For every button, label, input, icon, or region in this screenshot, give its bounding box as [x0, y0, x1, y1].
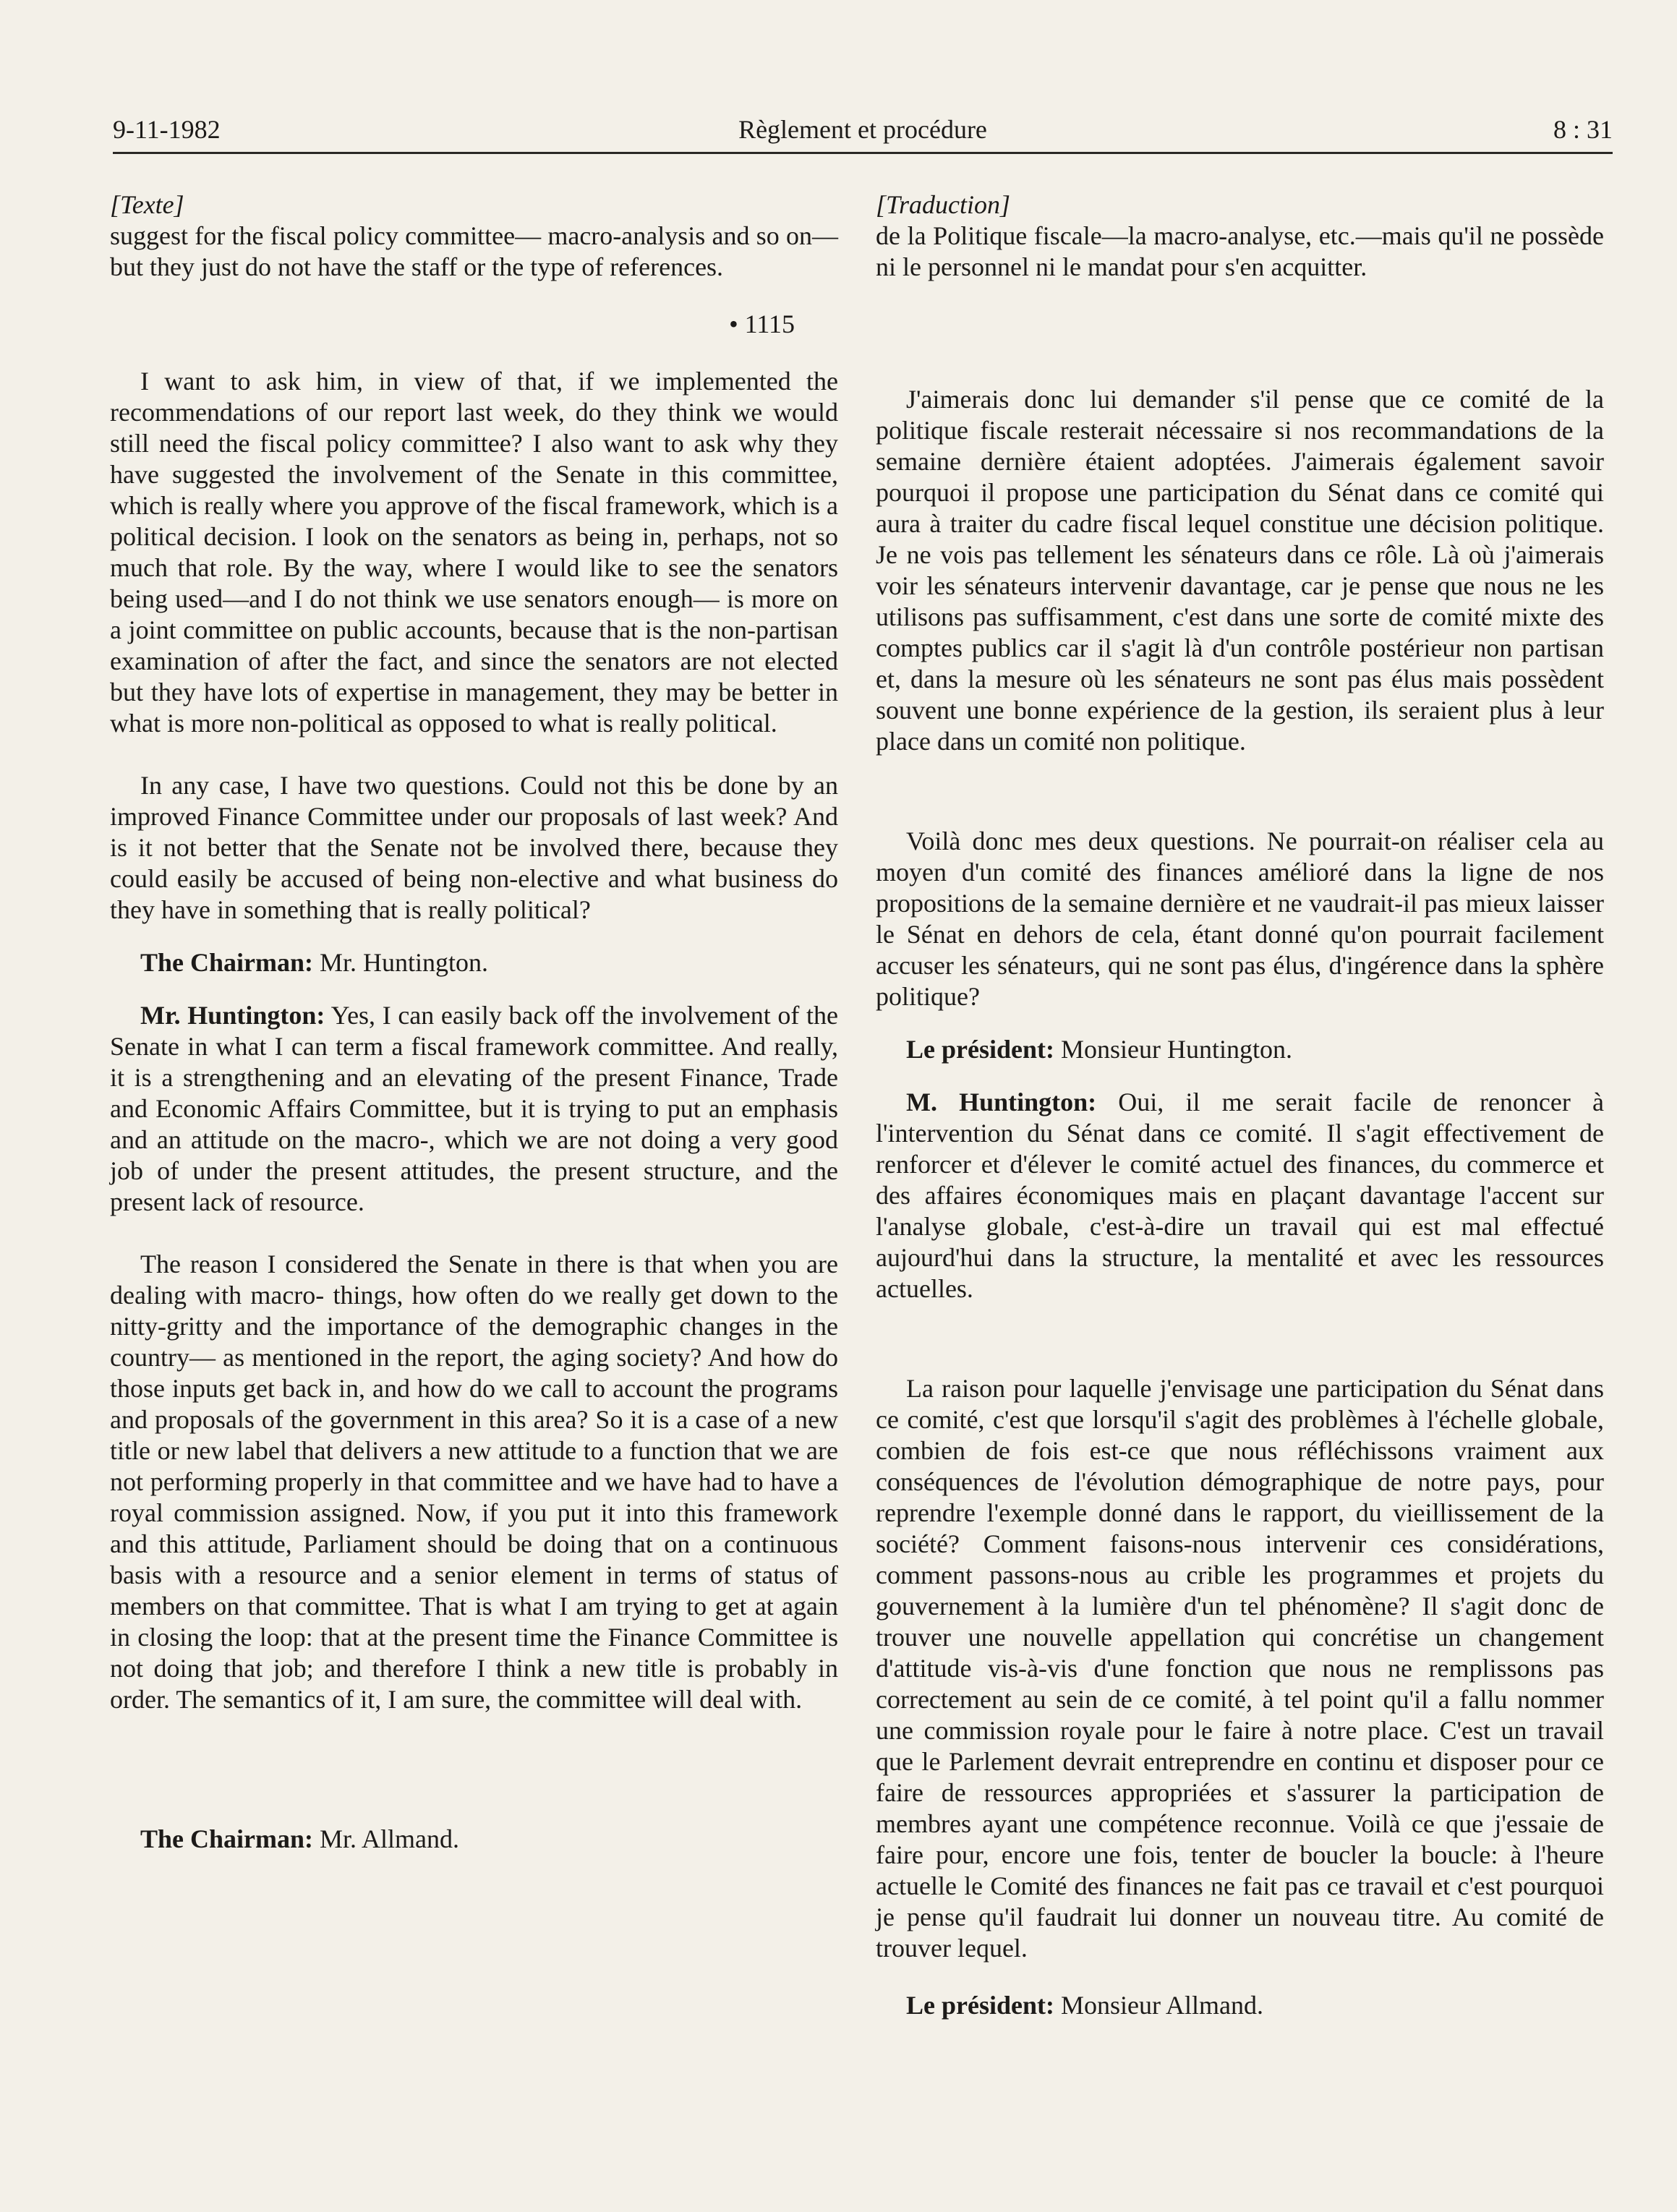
paragraph: I want to ask him, in view of that, if we implemented the recommendations of our report last week, do they think we would still need the fiscal policy committee? I also want to ask why they have suggested the involvement of the Senate in this committee, which is really where you approve of the fiscal framework, which is a political decision. I look on the senators as being in, perhaps, not so much that role. By the way, where I would like to see the senators being used—and I do not think we use senators enough— is more on a joint committee on public accounts, because that is the non-partisan examination of after the fact, and since the senators are not elected but they have lots of expertise in management, they may be better in what is more non-political as opposed to what is really political. [110, 367, 838, 738]
section-label-texte: [Texte] [110, 190, 184, 219]
speaker-line [110, 1000, 838, 1218]
header-title: Règlement et procédure [738, 115, 987, 144]
paragraph: J'aimerais donc lui demander s'il pense que ce comité de la politique fiscale resterait nécessaire si nos recommandations de la semaine dernière étaient adoptées. J'aimerais également savoir pourquoi il propose une participation du Sénat dans ce comité qui aura à traiter du cadre fiscal lequel constitue une décision politique. Je ne vois pas tellement les sénateurs dans ce rôle. Là où j'aimerais voir les sénateurs intervenir davantage, car je pense que nous ne les utilisons pas suffisamment, c'est dans une sorte de comité mixte des comptes publics car il s'agit là d'un contrôle postérieur non partisan et, dans la mesure où les sénateurs ne sont pas élus mais possèdent souvent une bonne expérience de la gestion, ils seraient plus à leur place dans un comité non politique. [876, 385, 1604, 756]
speaker-name: Le président: [906, 1991, 1054, 2020]
speaker-text: Yes, I can easily back off the involvement of the Senate in what I can term a fiscal framework committee. And really, it is a strengthening and an elevating of the present Finance, Trade and Economic Affairs Committee, but it is trying to put an emphasis and an attitude on the macro-, which we are not doing a very good job of under the present attitudes, the present structure, and the present lack of resource. [110, 1001, 838, 1216]
speaker-line [876, 1034, 1604, 1065]
speaker-text: Mr. Allmand. [313, 1824, 460, 1853]
speaker-text: Mr. Huntington. [313, 948, 489, 977]
section-label-traduction: [Traduction] [876, 190, 1011, 219]
header-page-number: 8 : 31 [1553, 115, 1613, 144]
paragraph: La raison pour laquelle j'envisage une participation du Sénat dans ce comité, c'est que lorsqu'il s'agit des problèmes à l'échelle globale, combien de fois est-ce que nous réfléchissons vraiment aux conséquences de l'évolution démographique de notre pays, pour reprendre l'exemple donné dans le rapport, du vieillissement de la société? Comment faisons-nous intervenir ces considérations, comment passons-nous au crible les programmes et projets du gouvernement à la lumière d'un tel phénomène? Il s'agit donc de trouver une nouvelle appellation qui concrétise un changement d'attitude vis-à-vis d'une fonction que nous ne remplissons pas correctement au sein de ce comité, à tel point qu'il a fallu nommer une commission royale pour le faire à notre place. C'est un travail que le Parlement devrait entreprendre en continu et disposer pour ce faire de ressources appropriées et s'assurer la participation de membres ayant une compétence reconnue. Voilà ce que j'essaie de faire pour, encore une fois, tenter de boucler la boucle: à l'heure actuelle le Comité des finances ne fait pas ce travail et c'est pourquoi je pense qu'il faudrait lui donner un nouveau titre. Au comité de trouver lequel. [876, 1374, 1604, 1963]
speaker-line [110, 947, 838, 978]
paragraph: Voilà donc mes deux questions. Ne pourrait-on réaliser cela au moyen d'un comité des finances amélioré dans la ligne de nos propositions de la semaine dernière et ne vaudrait-il pas mieux laisser le Sénat en dehors de cela, étant donné qu'on pourrait facilement accuser les sénateurs, qui ne sont pas élus, d'ingérence dans la sphère politique? [876, 827, 1604, 1011]
english-column [110, 189, 838, 1855]
paragraph: de la Politique fiscale—la macro-analyse, etc.—mais qu'il ne possède ni le personnel ni le mandat pour s'en acquitter. [876, 221, 1604, 281]
paragraph: The reason I considered the Senate in there is that when you are dealing with macro- things, how often do we really get down to the nitty-gritty and the importance of the demographic changes in the country— as mentioned in the report, the aging society? And how do those inputs get back in, and how do we call to account the programs and proposals of the government in this area? So it is a case of a new title or new label that delivers a new attitude to a function that we are not performing properly in that committee and we have had to have a royal commission assigned. Now, if you put it into this framework and this attitude, Parliament should be doing that on a continuous basis with a resource and a senior element in terms of status of members on that committee. That is what I am trying to get at again in closing the loop: that at the present time the Finance Committee is not doing that job; and therefore I think a new title is probably in order. The semantics of it, I am sure, the committee will deal with. [110, 1250, 838, 1714]
speaker-name: The Chairman: [140, 1824, 314, 1853]
time-marker: • 1115 [729, 309, 795, 338]
speaker-name: The Chairman: [140, 948, 314, 977]
speaker-name: Mr. Huntington: [140, 1001, 325, 1030]
french-column [876, 189, 1604, 2021]
speaker-line [876, 1990, 1604, 2021]
paragraph: In any case, I have two questions. Could not this be done by an improved Finance Committee under our proposals of last week? And is it not better that the Senate not be involved there, because they could easily be accused of being non-elective and what business do they have in something that is really political? [110, 771, 838, 924]
header-date: 9-11-1982 [113, 115, 221, 144]
speaker-text: Monsieur Allmand. [1054, 1991, 1263, 2020]
speaker-line [876, 1087, 1604, 1304]
speaker-line [110, 1824, 838, 1855]
speaker-name: Le président: [906, 1035, 1054, 1064]
speaker-text: Monsieur Huntington. [1054, 1035, 1292, 1064]
speaker-name: M. Huntington: [906, 1088, 1097, 1116]
paragraph: suggest for the fiscal policy committee— macro-analysis and so on—but they just do not have the staff or the type of references. [110, 221, 838, 281]
speaker-text: Oui, il me serait facile de renoncer à l'intervention du Sénat dans ce comité. Il s'agit effectivement de renforcer et d'élever le comité actuel des finances, du commerce et des affaires économiques mais en plaçant davantage l'accent sur l'analyse globale, c'est-à-dire un travail qui est mal effectué aujourd'hui dans la structure, la mentalité et avec les ressources actuelles. [876, 1088, 1604, 1303]
page-header [113, 114, 1613, 154]
